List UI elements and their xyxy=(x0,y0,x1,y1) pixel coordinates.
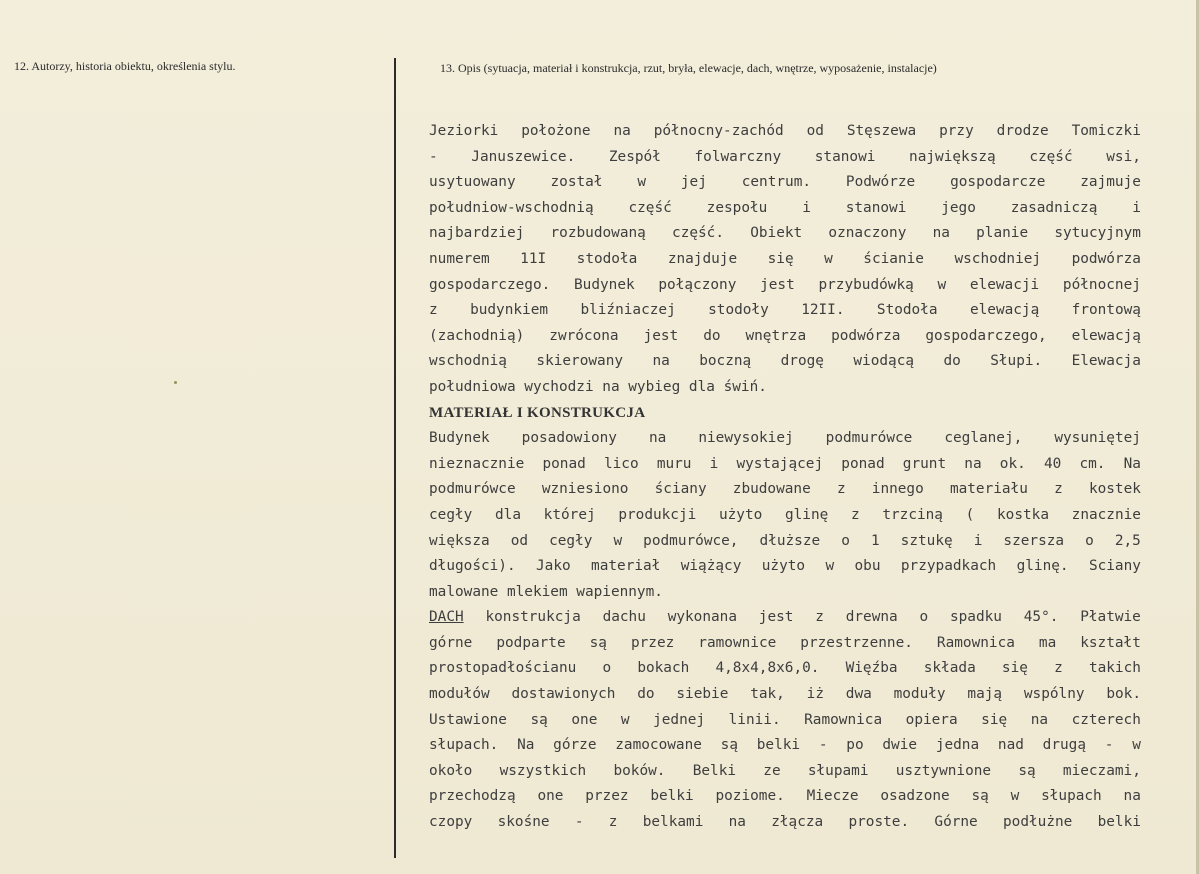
word: Stodoła xyxy=(876,302,938,319)
word: cegły xyxy=(549,532,593,549)
word: i xyxy=(1132,199,1141,216)
word: nad xyxy=(997,737,1024,754)
word: stodoła xyxy=(576,250,638,267)
section-title: MATERIAŁ I KONSTRUKCJA xyxy=(429,404,646,421)
word: grunt xyxy=(902,455,947,472)
word: o xyxy=(841,532,850,549)
word: podłużne xyxy=(1003,814,1073,831)
word: południow-wschodnią xyxy=(429,199,594,216)
word: po xyxy=(846,737,864,754)
word: są xyxy=(1018,762,1036,779)
word: elewacją xyxy=(1071,327,1141,344)
word: zwrócona xyxy=(549,327,619,344)
word: opiera xyxy=(905,711,958,728)
word: - xyxy=(429,148,438,165)
word: przez xyxy=(630,634,675,651)
word: siebie xyxy=(676,686,729,703)
text-line xyxy=(429,733,1141,759)
word: Jeziorki xyxy=(429,123,499,139)
word: i xyxy=(709,455,719,472)
line-text: południowa wychodzi na wybieg dla świń. xyxy=(429,378,767,395)
word: są xyxy=(530,711,548,728)
text-line xyxy=(429,221,1141,247)
word: osadzone xyxy=(880,788,950,805)
paper-speck xyxy=(174,381,177,384)
word: największą xyxy=(909,148,996,165)
word: rozbudowaną xyxy=(550,225,646,242)
word: zamocowane xyxy=(615,737,702,754)
word: przestrzenne. xyxy=(800,634,913,651)
text-line xyxy=(429,554,1141,580)
word: niewysokiej xyxy=(698,430,794,447)
word: od xyxy=(806,123,824,139)
word: słupami xyxy=(807,762,869,779)
word: w xyxy=(937,276,947,293)
word: Budynek xyxy=(429,430,490,447)
word: bokach xyxy=(637,660,690,677)
word: jej xyxy=(680,174,707,191)
word: ceglanej, xyxy=(944,430,1023,447)
word: znajduje xyxy=(667,250,738,267)
word: podparte xyxy=(496,634,566,651)
word: są xyxy=(720,737,738,754)
word: ze xyxy=(763,762,781,779)
word: w xyxy=(1132,737,1141,754)
word: Ramownica xyxy=(936,634,1015,651)
word: posadowiony xyxy=(521,430,617,447)
word: zbudowane xyxy=(732,481,811,498)
word: podwórza xyxy=(831,327,901,344)
word: cm. xyxy=(1079,455,1106,472)
text-line xyxy=(429,605,1141,631)
word: Podwórze xyxy=(845,174,916,191)
word: na xyxy=(649,430,667,447)
word: wystającej xyxy=(736,455,824,472)
word: na xyxy=(932,225,950,242)
word: Jako xyxy=(536,558,571,575)
word: obu xyxy=(854,558,881,575)
word: 45°. xyxy=(1023,609,1059,626)
word: górze xyxy=(553,737,597,754)
word: kształt xyxy=(1080,634,1141,651)
text-line xyxy=(429,452,1141,478)
word: tak, xyxy=(750,686,785,703)
word: budynkiem xyxy=(470,302,549,319)
word: elewacji xyxy=(969,276,1040,293)
word: nieznacznie xyxy=(429,455,525,472)
word: wschodniej xyxy=(954,250,1042,267)
word: przypadkach xyxy=(900,558,997,575)
text-line xyxy=(429,349,1141,375)
word: spadku xyxy=(949,609,1002,626)
word: o xyxy=(1085,532,1094,549)
word: i xyxy=(802,199,811,216)
word: drewna xyxy=(845,609,898,626)
word: do xyxy=(637,686,655,703)
word: skośne xyxy=(497,814,550,831)
section-13-heading: 13. Opis (sytuacja, materiał i konstrukcja, rzut, bryła, elewacje, dach, wnętrze, wyposażenie, instalacje) xyxy=(440,61,937,75)
word: oznaczony xyxy=(828,225,907,242)
word: w xyxy=(620,711,630,728)
word: gospodarczego, xyxy=(925,327,1047,344)
word: są xyxy=(589,634,607,651)
word: ponad xyxy=(542,455,586,472)
word: belki xyxy=(756,737,801,754)
word: wysuniętej xyxy=(1054,430,1141,447)
word: 2,5 xyxy=(1114,532,1141,549)
word: podmurówce xyxy=(825,430,913,447)
word: dwa xyxy=(845,686,872,703)
word: stanowi xyxy=(845,199,907,216)
word: wiodącą xyxy=(853,353,915,370)
text-line xyxy=(429,580,1141,606)
word: czterech xyxy=(1071,711,1141,728)
word: w xyxy=(825,558,835,575)
word: ściany xyxy=(654,481,707,498)
word: belkami xyxy=(642,814,704,831)
text-line xyxy=(429,375,1141,401)
word: 4,8x4,8x6,0. xyxy=(715,660,820,677)
text-line xyxy=(429,298,1141,324)
word: słupach xyxy=(1041,788,1102,805)
text-line xyxy=(429,708,1141,734)
word: modułów xyxy=(429,686,490,703)
word: dostawionych xyxy=(511,686,616,703)
word: się xyxy=(981,711,1008,728)
word: 40 xyxy=(1043,455,1062,472)
word: wsi, xyxy=(1106,148,1141,165)
word: (zachodnią) xyxy=(429,327,525,344)
word: do xyxy=(943,353,961,370)
word: Ramownica xyxy=(804,711,883,728)
word: z xyxy=(836,481,846,498)
word: kostek xyxy=(1088,481,1141,498)
word: do xyxy=(703,327,721,344)
word: na xyxy=(613,123,631,139)
word: w xyxy=(613,532,623,549)
word: numerem xyxy=(429,250,490,267)
word: są xyxy=(971,788,989,805)
word: gospodarczego. xyxy=(429,276,551,293)
text-line xyxy=(429,503,1141,529)
word: się xyxy=(1001,660,1028,677)
word: Elewacja xyxy=(1071,353,1141,370)
word: o xyxy=(602,660,612,677)
word: bliźniaczej xyxy=(580,302,676,319)
word: użyto xyxy=(718,506,763,523)
word: Słupi. xyxy=(990,353,1043,370)
description-text xyxy=(429,119,1141,836)
word: wiążący xyxy=(680,558,742,575)
word: elewacją xyxy=(969,302,1040,319)
word: Belki xyxy=(692,762,737,779)
word: Płatwie xyxy=(1080,609,1141,626)
word: centrum. xyxy=(741,174,812,191)
word: na xyxy=(964,455,982,472)
word: z xyxy=(608,814,618,831)
word: Budynek xyxy=(574,276,635,293)
word: której xyxy=(543,506,596,523)
word: belki xyxy=(1097,814,1141,831)
word: usztywnione xyxy=(895,762,992,779)
word: część xyxy=(628,199,672,216)
word: z xyxy=(1054,660,1063,677)
word: ścianie xyxy=(863,250,924,267)
word: się xyxy=(767,250,794,267)
word: z xyxy=(429,302,438,319)
word: boczną xyxy=(699,353,752,370)
word: przechodzą xyxy=(429,788,516,805)
word: - xyxy=(818,737,828,754)
word: z xyxy=(815,609,824,626)
word: zasadniczą xyxy=(1010,199,1098,216)
line-text: malowane mlekiem wapiennym. xyxy=(429,583,663,600)
word: lico xyxy=(603,455,639,472)
word: jest xyxy=(643,327,679,344)
word: Stęszewa xyxy=(846,123,917,139)
word: na xyxy=(1030,711,1049,728)
word: takich xyxy=(1088,660,1141,677)
word: kostka xyxy=(997,506,1049,523)
word: glinę xyxy=(784,506,829,523)
word: Sciany xyxy=(1088,558,1141,575)
word: iż xyxy=(806,686,824,703)
word: bok. xyxy=(1106,686,1141,703)
word: znacznie xyxy=(1071,506,1141,523)
text-line xyxy=(429,759,1141,785)
word: innego xyxy=(871,481,924,498)
word: jego xyxy=(941,199,976,216)
word: wzniesiono xyxy=(541,481,629,498)
text-line xyxy=(429,426,1141,452)
word: złącza xyxy=(771,814,824,831)
word: stodoły xyxy=(708,302,769,319)
text-line xyxy=(429,145,1141,171)
word: część. xyxy=(672,225,725,242)
word: linii. xyxy=(728,711,781,728)
text-line xyxy=(429,810,1141,836)
word: produkcji xyxy=(618,506,697,523)
word: folwarczny xyxy=(694,148,782,165)
word: moduły xyxy=(893,686,946,703)
text-line xyxy=(429,477,1141,503)
word: przez xyxy=(585,788,629,805)
word: muru xyxy=(656,455,692,472)
text-line xyxy=(429,656,1141,682)
word: na xyxy=(652,353,670,370)
word: ramownice xyxy=(698,634,777,651)
word: drugą xyxy=(1042,737,1086,754)
text-line xyxy=(429,170,1141,196)
word: Zespół xyxy=(608,148,661,165)
text-line xyxy=(429,273,1141,299)
word: usytuowany xyxy=(429,174,516,191)
word: mają xyxy=(967,686,1003,703)
word: słupach. xyxy=(429,737,499,754)
word: jedna xyxy=(935,737,980,754)
word: jest xyxy=(758,609,794,626)
text-line xyxy=(429,196,1141,222)
word: wszystkich xyxy=(499,762,587,779)
word: gospodarcze xyxy=(950,174,1046,191)
word: zespołu xyxy=(706,199,768,216)
word: 1 xyxy=(870,532,880,549)
word: wspólny xyxy=(1023,686,1085,703)
word: Ustawione xyxy=(429,711,507,728)
section-12-heading: 12. Autorzy, historia obiektu, określenia stylu. xyxy=(14,59,236,73)
word: ok. xyxy=(999,455,1026,472)
word: proste. xyxy=(848,814,910,831)
word: większa xyxy=(429,532,490,549)
word: wykonana xyxy=(667,609,737,626)
word: podmurówce xyxy=(429,481,516,498)
word: zajmuje xyxy=(1080,174,1141,191)
word: frontową xyxy=(1071,302,1141,319)
word: materiał xyxy=(591,558,661,575)
word: w xyxy=(1010,788,1020,805)
text-line xyxy=(429,324,1141,350)
word: DACH xyxy=(429,609,464,626)
word: cegły xyxy=(429,506,473,523)
word: jest xyxy=(760,276,795,293)
word: ( xyxy=(965,506,975,523)
word: użyto xyxy=(761,558,806,575)
word: 11I xyxy=(520,250,547,267)
word: belki xyxy=(650,788,694,805)
word: od xyxy=(510,532,529,549)
column-divider xyxy=(394,58,396,858)
text-line xyxy=(429,119,1141,145)
word: położone xyxy=(521,123,591,139)
word: - xyxy=(1104,737,1114,754)
text-line xyxy=(429,784,1141,810)
word: północny-zachód xyxy=(653,123,784,139)
word: składa xyxy=(923,660,976,677)
word: na xyxy=(728,814,746,831)
word: ponad xyxy=(841,455,885,472)
word: na xyxy=(1123,788,1141,805)
word: najbardziej xyxy=(429,225,525,242)
word: stanowi xyxy=(814,148,876,165)
word: prostopadłościanu xyxy=(429,660,577,677)
word: - xyxy=(574,814,584,831)
word: długości). xyxy=(429,558,516,575)
word: Na xyxy=(1123,455,1141,472)
word: glinę. xyxy=(1016,558,1069,575)
word: i xyxy=(973,532,983,549)
word: Na xyxy=(517,737,535,754)
word: około xyxy=(429,762,473,779)
text-line xyxy=(429,631,1141,657)
word: przybudówką xyxy=(818,276,914,293)
word: dachu xyxy=(602,609,646,626)
word: drogę xyxy=(780,353,824,370)
word: mieczami, xyxy=(1062,762,1141,779)
word: w xyxy=(637,174,647,191)
word: Obiekt xyxy=(750,225,803,242)
word: połączony xyxy=(658,276,737,293)
word: sytucyjnym xyxy=(1054,225,1141,242)
word: o xyxy=(919,609,929,626)
word: skierowany xyxy=(536,353,624,370)
word: został xyxy=(550,174,603,191)
word: wnętrza xyxy=(745,327,807,344)
word: one xyxy=(571,711,598,728)
word: dwie xyxy=(882,737,918,754)
word: czopy xyxy=(429,814,473,831)
word: jednej xyxy=(653,711,706,728)
word: Tomiczki xyxy=(1071,123,1141,139)
word: z xyxy=(1054,481,1063,498)
word: one xyxy=(537,788,564,805)
word: podwórza xyxy=(1071,250,1141,267)
word: wschodnią xyxy=(429,353,507,370)
word: część xyxy=(1029,148,1073,165)
word: górne xyxy=(429,634,473,651)
word: 12II. xyxy=(801,302,845,319)
word: Januszewice. xyxy=(471,148,576,165)
word: w xyxy=(824,250,833,267)
word: boków. xyxy=(613,762,666,779)
word: Więźba xyxy=(845,660,898,677)
word: przy xyxy=(939,123,974,139)
word: trzciną xyxy=(882,506,943,523)
word: drodze xyxy=(996,123,1049,139)
text-line xyxy=(429,682,1141,708)
word: planie xyxy=(976,225,1029,242)
word: poziome. xyxy=(715,788,785,805)
text-line xyxy=(429,401,1141,427)
word: Górne xyxy=(934,814,978,831)
word: z xyxy=(850,506,860,523)
word: dłuższe xyxy=(759,532,821,549)
word: sztukę xyxy=(900,532,953,549)
word: materiału xyxy=(949,481,1028,498)
word: szersza xyxy=(1003,532,1065,549)
text-line xyxy=(429,247,1141,273)
word: Miecze xyxy=(806,788,859,805)
word: północnej xyxy=(1062,276,1141,293)
word: ma xyxy=(1038,634,1057,651)
word: podmurówce, xyxy=(643,532,739,549)
word: dla xyxy=(495,506,521,523)
word: konstrukcja xyxy=(485,609,581,626)
text-line xyxy=(429,529,1141,555)
